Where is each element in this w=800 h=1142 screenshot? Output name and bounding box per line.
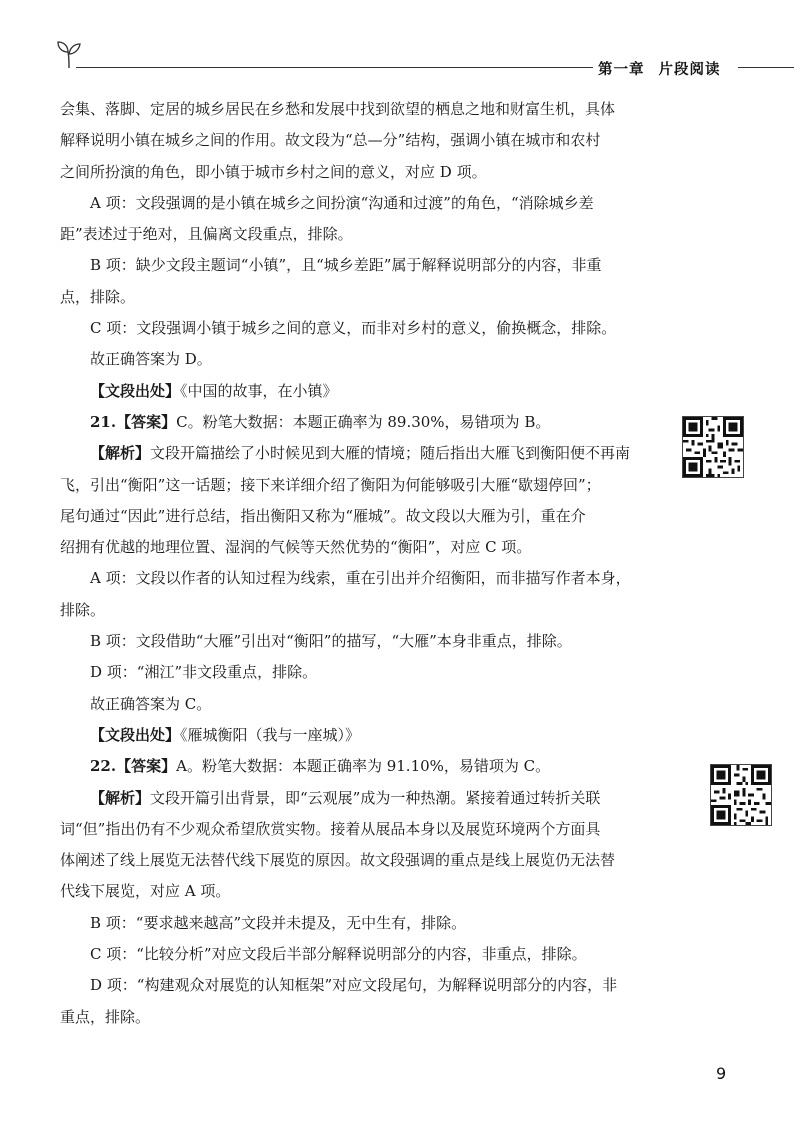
source-title: 《中国的故事，在小镇》 bbox=[180, 381, 338, 400]
text-line: C 项：文段强调小镇于城乡之间的意义，而非对乡村的意义，偷换概念，排除。 bbox=[90, 319, 617, 338]
text-line: 故正确答案为 C。 bbox=[90, 694, 212, 713]
sprout-icon bbox=[56, 38, 82, 70]
text-line: B 项：“要求越来越高”文段并未提及，无中生有，排除。 bbox=[90, 913, 467, 932]
text-line: 重点，排除。 bbox=[60, 1007, 151, 1026]
text-line: 代线下展览，对应 A 项。 bbox=[60, 882, 231, 901]
text-line: 解释说明小镇在城乡之间的作用。故文段为“总—分”结构，强调小镇在城市和农村 bbox=[60, 131, 601, 150]
analysis-tag: 【解析】 bbox=[90, 444, 151, 463]
analysis-text: 文段开篇描绘了小时候见到大雁的情境；随后指出大雁飞到衡阳便不再南 bbox=[150, 444, 631, 463]
text-line: A 项：文段以作者的认知过程为线索，重在引出并介绍衡阳，而非描写作者本身， bbox=[90, 569, 631, 588]
text-line: 会集、落脚、定居的城乡居民在乡愁和发展中找到欲望的栖息之地和财富生机，具体 bbox=[60, 100, 616, 118]
body-text bbox=[60, 94, 660, 1033]
page-header bbox=[0, 0, 800, 90]
text-line: A 项：文段强调的是小镇在城乡之间扮演“沟通和过渡”的角色，“消除城乡差 bbox=[90, 193, 594, 212]
text-line: 排除。 bbox=[60, 600, 106, 619]
qr-code-icon[interactable] bbox=[710, 764, 772, 826]
text-line: D 项：“湘江”非文段重点，排除。 bbox=[90, 663, 318, 682]
answer-tag: 22.【答案】 bbox=[90, 757, 177, 776]
chapter-label: 第一章 bbox=[598, 62, 645, 78]
analysis-line bbox=[60, 438, 660, 469]
answer-tag: 21.【答案】 bbox=[90, 412, 177, 431]
answer-line bbox=[60, 407, 660, 438]
text-line: 故正确答案为 D。 bbox=[90, 350, 212, 369]
text-line: B 项：文段借助“大雁”引出对“衡阳”的描写，“大雁”本身非重点，排除。 bbox=[90, 632, 572, 651]
text-line: 体阐述了线上展览无法替代线下展览的原因。故文段强调的重点是线上展览仍无法替 bbox=[60, 851, 616, 870]
source-title: 《雁城衡阳（我与一座城）》 bbox=[180, 725, 361, 744]
text-line: 尾句通过“因此”进行总结，指出衡阳又称为“雁城”。故文段以大雁为引，重在介 bbox=[60, 506, 586, 525]
text-line: C 项：“比较分析”对应文段后半部分解释说明部分的内容，非重点，排除。 bbox=[90, 945, 587, 964]
header-rule-right bbox=[738, 67, 794, 68]
source-line bbox=[60, 720, 660, 751]
answer-line bbox=[60, 751, 660, 782]
answer-text: A。粉笔大数据：本题正确率为 91.10%，易错项为 C。 bbox=[176, 757, 551, 776]
source-tag: 【文段出处】 bbox=[90, 725, 181, 744]
text-line: 词“但”指出仍有不少观众希望欣赏实物。接着从展品本身以及展览环境两个方面具 bbox=[60, 819, 601, 838]
text-line: D 项：“构建观众对展览的认知框架”对应文段尾句，为解释说明部分的内容，非 bbox=[90, 976, 618, 995]
text-line: 飞，引出“衡阳”这一话题；接下来详细介绍了衡阳为何能够吸引大雁“歇翅停回”； bbox=[60, 475, 601, 494]
section-label: 片段阅读 bbox=[658, 62, 721, 78]
text-line: 点，排除。 bbox=[60, 287, 136, 306]
source-tag: 【文段出处】 bbox=[90, 381, 181, 400]
text-line: 绍拥有优越的地理位置、湿润的气候等天然优势的“衡阳”，对应 C 项。 bbox=[60, 538, 532, 557]
text-line: B 项：缺少文段主题词“小镇”，且“城乡差距”属于解释说明部分的内容，非重 bbox=[90, 256, 602, 275]
page-number: 9 bbox=[716, 1064, 727, 1083]
header-rule-left bbox=[76, 67, 593, 68]
text-line: 之间所扮演的角色，即小镇于城市乡村之间的意义，对应 D 项。 bbox=[60, 162, 487, 181]
source-line bbox=[60, 376, 660, 407]
text-line: 距”表述过于绝对，且偏离文段重点，排除。 bbox=[60, 225, 353, 244]
running-head bbox=[598, 58, 721, 79]
analysis-tag: 【解析】 bbox=[90, 788, 151, 807]
answer-text: C。粉笔大数据：本题正确率为 89.30%，易错项为 B。 bbox=[176, 412, 551, 431]
analysis-line bbox=[60, 783, 660, 814]
qr-code-icon[interactable] bbox=[682, 416, 744, 478]
analysis-text: 文段开篇引出背景，即“云观展”成为一种热潮。紧接着通过转折关联 bbox=[150, 788, 601, 807]
